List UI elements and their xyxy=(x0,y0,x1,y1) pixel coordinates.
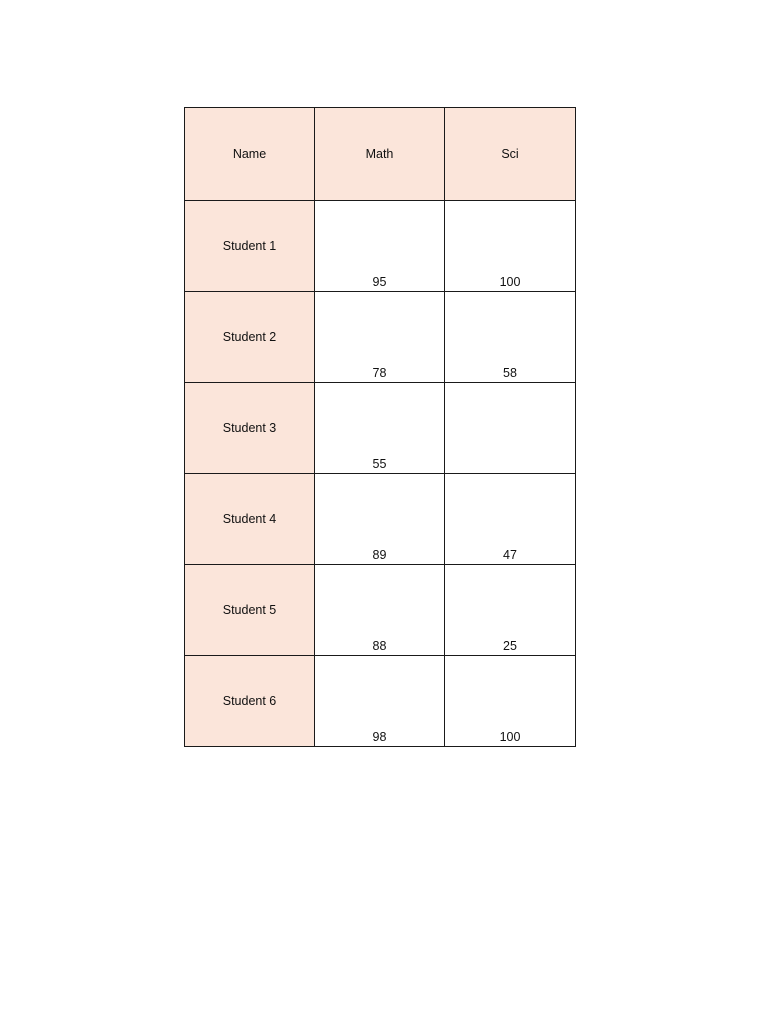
math-score-cell: 95 xyxy=(315,201,445,292)
math-score-cell: 98 xyxy=(315,656,445,747)
student-name-cell: Student 6 xyxy=(185,656,315,747)
table-row xyxy=(185,383,576,474)
header-math: Math xyxy=(315,108,445,201)
table-row xyxy=(185,565,576,656)
student-name-cell: Student 1 xyxy=(185,201,315,292)
sci-score-cell: 47 xyxy=(445,474,576,565)
sci-score-cell xyxy=(445,383,576,474)
table-body xyxy=(185,201,576,747)
student-name-cell: Student 5 xyxy=(185,565,315,656)
sci-score-cell: 25 xyxy=(445,565,576,656)
math-score-cell: 89 xyxy=(315,474,445,565)
header-name: Name xyxy=(185,108,315,201)
table-row xyxy=(185,292,576,383)
table-row xyxy=(185,201,576,292)
student-name-cell: Student 4 xyxy=(185,474,315,565)
math-score-cell: 88 xyxy=(315,565,445,656)
header-row xyxy=(185,108,576,201)
student-name-cell: Student 2 xyxy=(185,292,315,383)
sci-score-cell: 100 xyxy=(445,201,576,292)
sci-score-cell: 58 xyxy=(445,292,576,383)
grades-table xyxy=(184,107,576,747)
table-row xyxy=(185,656,576,747)
table-header xyxy=(185,108,576,201)
table-row xyxy=(185,474,576,565)
student-name-cell: Student 3 xyxy=(185,383,315,474)
sci-score-cell: 100 xyxy=(445,656,576,747)
math-score-cell: 55 xyxy=(315,383,445,474)
header-sci: Sci xyxy=(445,108,576,201)
math-score-cell: 78 xyxy=(315,292,445,383)
